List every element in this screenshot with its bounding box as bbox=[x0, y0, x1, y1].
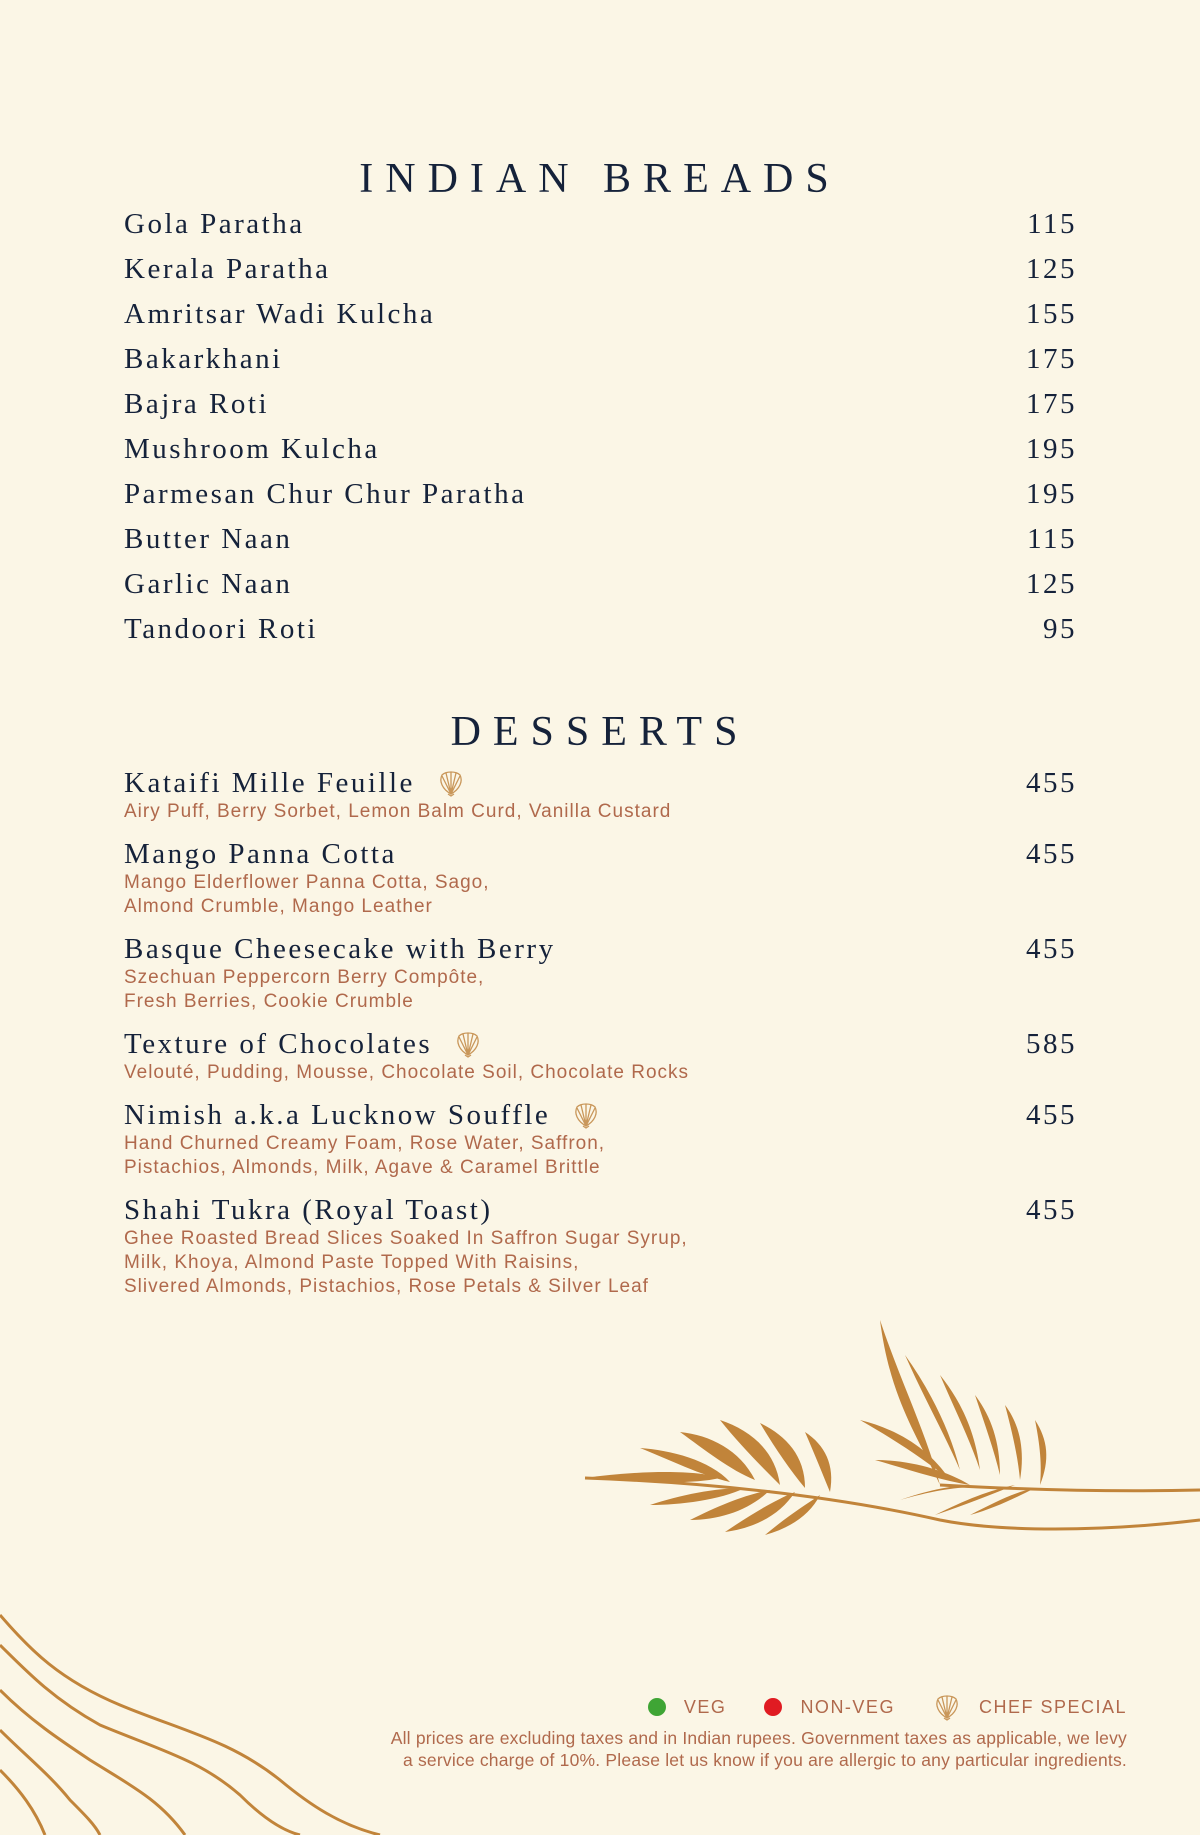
bread-name: Gola Paratha bbox=[124, 208, 305, 240]
bread-price: 195 bbox=[1026, 433, 1077, 465]
legend bbox=[628, 1693, 1127, 1721]
legend-veg bbox=[648, 1697, 727, 1718]
dessert-header bbox=[124, 1098, 1077, 1132]
dessert-list bbox=[124, 766, 1077, 1312]
footer-line-1: All prices are excluding taxes and in Indian rupees. Government taxes as applicable, we levy bbox=[390, 1728, 1127, 1748]
dessert-description bbox=[124, 800, 1077, 824]
bread-name: Parmesan Chur Chur Paratha bbox=[124, 478, 527, 510]
legend-chef-special bbox=[933, 1693, 1127, 1721]
bread-price: 95 bbox=[1043, 613, 1077, 645]
dessert-price: 455 bbox=[1026, 838, 1077, 870]
bread-price: 175 bbox=[1026, 343, 1077, 375]
bread-item bbox=[124, 433, 1077, 478]
bread-item bbox=[124, 388, 1077, 433]
bread-name: Mushroom Kulcha bbox=[124, 433, 380, 465]
bread-price: 125 bbox=[1026, 253, 1077, 285]
dessert-item bbox=[124, 1098, 1077, 1180]
bread-price: 125 bbox=[1026, 568, 1077, 600]
dessert-name-group bbox=[124, 932, 556, 966]
dessert-price: 585 bbox=[1026, 1028, 1077, 1060]
veg-dot-icon bbox=[648, 1698, 666, 1716]
dessert-description-line: Almond Crumble, Mango Leather bbox=[124, 896, 433, 917]
indian-breads-title: INDIAN BREADS bbox=[359, 156, 841, 202]
dessert-item bbox=[124, 1193, 1077, 1299]
bread-item bbox=[124, 478, 1077, 523]
bread-item bbox=[124, 298, 1077, 343]
bread-name: Amritsar Wadi Kulcha bbox=[124, 298, 436, 330]
chef-special-shell-icon bbox=[572, 1101, 600, 1129]
dessert-price: 455 bbox=[1026, 1194, 1077, 1226]
dessert-description bbox=[124, 1132, 1077, 1180]
dessert-header bbox=[124, 1193, 1077, 1227]
dessert-header bbox=[124, 766, 1077, 800]
dessert-description-line: Hand Churned Creamy Foam, Rose Water, Saffron, bbox=[124, 1133, 606, 1154]
dessert-description-line: Szechuan Peppercorn Berry Compôte, bbox=[124, 967, 485, 988]
dessert-name-group bbox=[124, 1098, 600, 1132]
dessert-description-line: Slivered Almonds, Pistachios, Rose Petals & Silver Leaf bbox=[124, 1276, 649, 1297]
footer-line-2: a service charge of 10%. Please let us know if you are allergic to any particular ingredients. bbox=[402, 1750, 1127, 1770]
dessert-description bbox=[124, 871, 1077, 919]
dessert-price: 455 bbox=[1026, 933, 1077, 965]
dessert-item bbox=[124, 766, 1077, 824]
dessert-description-line: Milk, Khoya, Almond Paste Topped With Raisins, bbox=[124, 1252, 580, 1273]
bread-item bbox=[124, 343, 1077, 388]
dessert-description bbox=[124, 1227, 1077, 1299]
bread-name: Garlic Naan bbox=[124, 568, 293, 600]
bread-price: 175 bbox=[1026, 388, 1077, 420]
bread-item bbox=[124, 613, 1077, 658]
shell-icon bbox=[933, 1693, 961, 1721]
dessert-description bbox=[124, 966, 1077, 1014]
bread-name: Tandoori Roti bbox=[124, 613, 318, 645]
legend-non-veg bbox=[764, 1697, 895, 1718]
dessert-item bbox=[124, 932, 1077, 1014]
dessert-price: 455 bbox=[1026, 767, 1077, 799]
dessert-header bbox=[124, 837, 1077, 871]
bread-name: Butter Naan bbox=[124, 523, 293, 555]
dessert-name-group bbox=[124, 1027, 482, 1061]
bread-item bbox=[124, 253, 1077, 298]
dessert-description-line: Fresh Berries, Cookie Crumble bbox=[124, 991, 414, 1012]
bread-name: Kerala Paratha bbox=[124, 253, 331, 285]
dessert-name: Mango Panna Cotta bbox=[124, 838, 397, 870]
chef-special-shell-icon bbox=[437, 769, 465, 797]
dessert-price: 455 bbox=[1026, 1099, 1077, 1131]
dessert-description bbox=[124, 1061, 1077, 1085]
dessert-item bbox=[124, 837, 1077, 919]
dessert-name-group bbox=[124, 1193, 492, 1227]
dessert-description-line: Ghee Roasted Bread Slices Soaked In Saffron Sugar Syrup, bbox=[124, 1228, 688, 1249]
bread-price: 195 bbox=[1026, 478, 1077, 510]
bread-price: 155 bbox=[1026, 298, 1077, 330]
legend-chef-special-label: CHEF SPECIAL bbox=[978, 1696, 1127, 1717]
footer-note bbox=[227, 1727, 1127, 1771]
dessert-description-line: Airy Puff, Berry Sorbet, Lemon Balm Curd, Vanilla Custard bbox=[124, 801, 672, 822]
dessert-description-line: Velouté, Pudding, Mousse, Chocolate Soil, Chocolate Rocks bbox=[124, 1062, 690, 1083]
dessert-item bbox=[124, 1027, 1077, 1085]
bread-price: 115 bbox=[1027, 208, 1077, 240]
chef-special-shell-icon bbox=[454, 1030, 482, 1058]
bread-item bbox=[124, 523, 1077, 568]
bread-item bbox=[124, 208, 1077, 253]
dessert-description-line: Pistachios, Almonds, Milk, Agave & Caramel Brittle bbox=[124, 1157, 601, 1178]
leaf-branch-icon bbox=[580, 1320, 1200, 1540]
dessert-name: Nimish a.k.a Lucknow Souffle bbox=[124, 1099, 551, 1131]
legend-non-veg-label: NON-VEG bbox=[800, 1696, 895, 1717]
dessert-description-line: Mango Elderflower Panna Cotta, Sago, bbox=[124, 872, 490, 893]
legend-veg-label: VEG bbox=[683, 1696, 727, 1717]
bread-name: Bajra Roti bbox=[124, 388, 270, 420]
desserts-title: DESSERTS bbox=[450, 709, 750, 755]
dessert-name: Shahi Tukra (Royal Toast) bbox=[124, 1194, 493, 1226]
dessert-name-group bbox=[124, 837, 397, 871]
wave-lines-icon bbox=[0, 1610, 400, 1835]
non-veg-dot-icon bbox=[764, 1698, 782, 1716]
dessert-name: Kataifi Mille Feuille bbox=[124, 767, 415, 799]
bread-name: Bakarkhani bbox=[124, 343, 283, 375]
bread-price: 115 bbox=[1027, 523, 1077, 555]
dessert-name-group bbox=[124, 766, 465, 800]
dessert-name: Texture of Chocolates bbox=[124, 1028, 433, 1060]
bread-list bbox=[124, 208, 1077, 658]
dessert-header bbox=[124, 1027, 1077, 1061]
dessert-header bbox=[124, 932, 1077, 966]
dessert-name: Basque Cheesecake with Berry bbox=[124, 933, 556, 965]
bread-item bbox=[124, 568, 1077, 613]
